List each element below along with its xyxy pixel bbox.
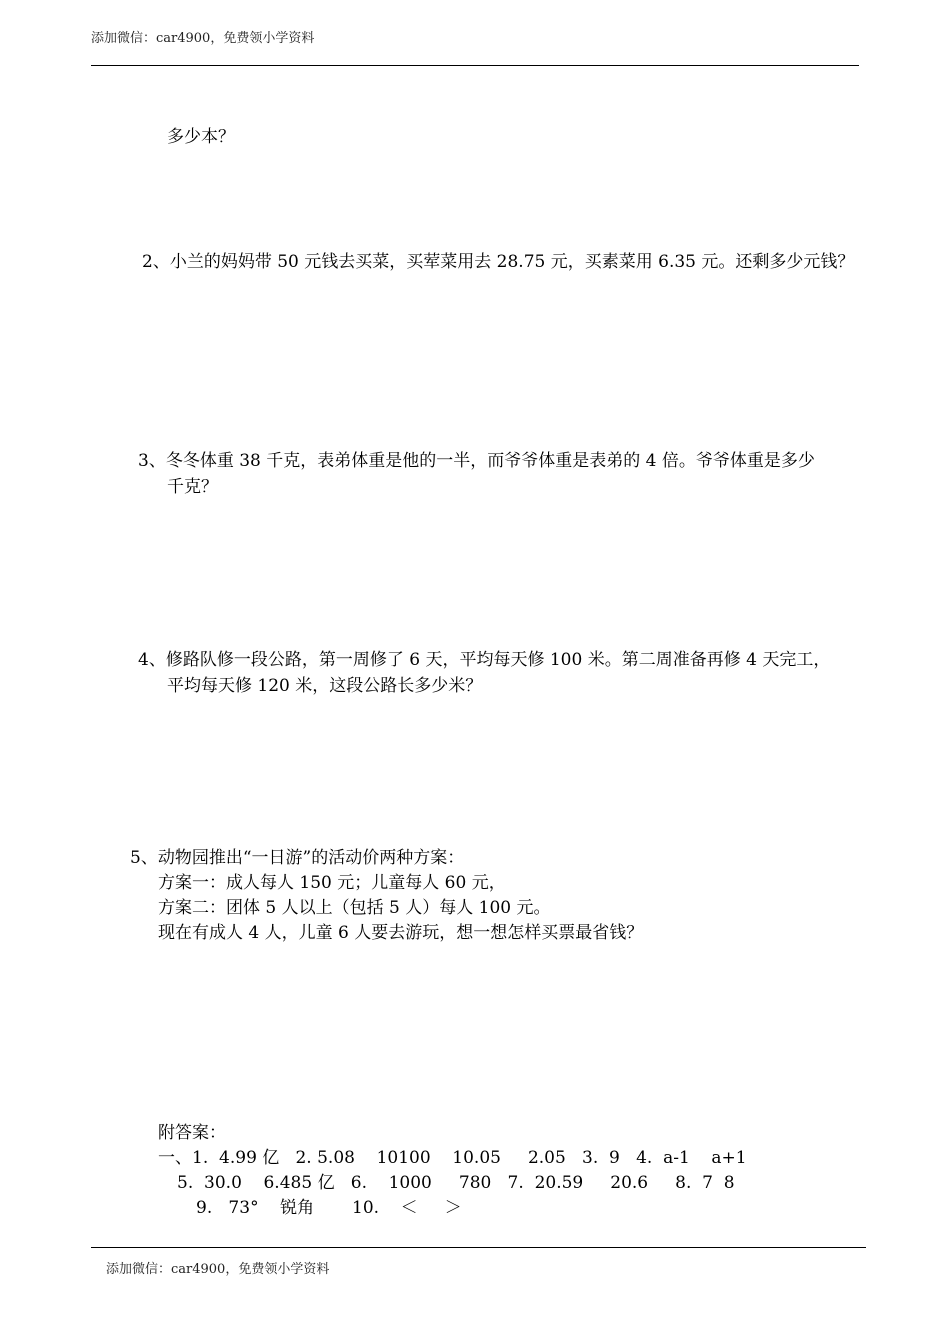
answers-line-2: 5. 30.0 6.485 亿 6. 1000 780 7. 20.59 20.6 8. 7 8: [177, 1173, 735, 1193]
problem-5-option-2: 方案二：团体 5 人以上（包括 5 人）每人 100 元。: [158, 898, 551, 918]
problem-1-continuation: 多少本？: [167, 127, 235, 147]
problem-2: 2、小兰的妈妈带 50 元钱去买菜，买荤菜用去 28.75 元，买素菜用 6.35 元。还剩多少元钱？: [142, 252, 855, 272]
problem-5-question: 现在有成人 4 人，儿童 6 人要去游玩，想一想怎样买票最省钱？: [158, 923, 644, 943]
problem-5-option-1: 方案一：成人每人 150 元；儿童每人 60 元，: [158, 873, 506, 893]
problem-4-line-1: 4、修路队修一段公路，第一周修了 6 天，平均每天修 100 米。第二周准备再修 4 天完工，: [138, 650, 831, 670]
problem-3-line-1: 3、冬冬体重 38 千克，表弟体重是他的一半，而爷爷体重是表弟的 4 倍。爷爷体重是多少: [138, 451, 815, 471]
footer-divider: [91, 1247, 866, 1248]
page-header: 添加微信：car4900，免费领小学资料: [91, 31, 315, 46]
answers-line-1: 一、1. 4.99 亿 2. 5.08 10100 10.05 2.05 3. 9 4. a-1 a+1: [158, 1148, 747, 1168]
problem-3-line-2: 千克？: [167, 477, 218, 497]
problem-5-line-1: 5、动物园推出“一日游”的活动价两种方案：: [130, 848, 465, 868]
page-footer: 添加微信：car4900，免费领小学资料: [106, 1262, 330, 1277]
header-divider: [91, 65, 859, 66]
answers-title: 附答案：: [158, 1123, 226, 1143]
problem-4-line-2: 平均每天修 120 米，这段公路长多少米？: [167, 676, 483, 696]
answers-line-3: 9. 73° 锐角 10. ＜ ＞: [196, 1198, 462, 1218]
